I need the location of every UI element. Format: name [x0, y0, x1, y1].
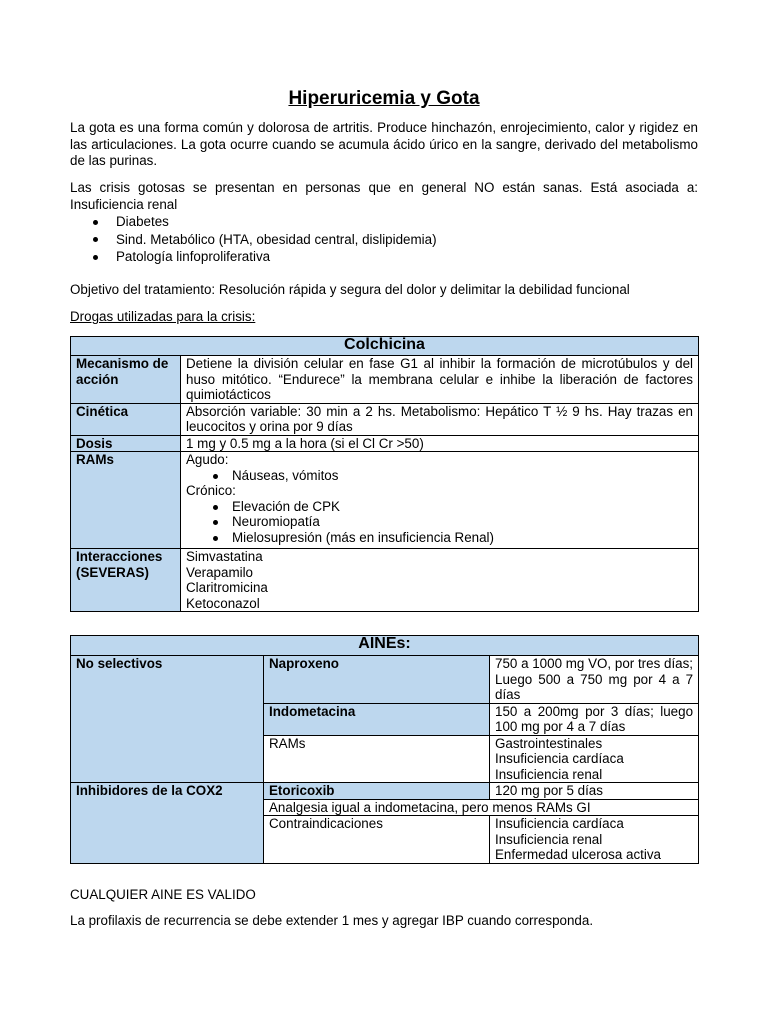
- rams-label: RAMs: [71, 452, 181, 549]
- rams-agudo-label: Agudo:: [186, 452, 229, 467]
- aines-table: [70, 635, 699, 864]
- crisis-paragraph: Las crisis gotosas se presentan en personas que en general NO están sanas. Está asociada a: Insuficiencia renal: [70, 180, 698, 212]
- colchicina-table: [70, 336, 699, 612]
- list-item: Enfermedad ulcerosa activa: [495, 847, 661, 862]
- rams-cell: [181, 452, 699, 549]
- no-selectivos-label: No selectivos: [71, 656, 264, 783]
- page-title: Hiperuricemia y Gota: [288, 88, 480, 109]
- list-item: Simvastatina: [186, 549, 263, 564]
- list-item: Sind. Metabólico (HTA, obesidad central, dislipidemia): [70, 231, 698, 249]
- any-aine-note: CUALQUIER AINE ES VALIDO: [70, 887, 256, 902]
- profilaxis-note: La profilaxis de recurrencia se debe extender 1 mes y agregar IBP cuando corresponda.: [70, 913, 594, 928]
- analgesia-note: Analgesia igual a indometacina, pero menos RAMs GI: [264, 799, 699, 816]
- aines-title: AINEs:: [71, 636, 699, 656]
- indometacina-label: Indometacina: [264, 703, 490, 735]
- drugs-heading: Drogas utilizadas para la crisis:: [70, 309, 256, 324]
- contraindicaciones-label: Contraindicaciones: [264, 816, 490, 864]
- list-item: Gastrointestinales: [495, 735, 603, 751]
- aines-rams-cell: [490, 735, 699, 783]
- list-item: Insuficiencia renal: [495, 831, 603, 847]
- mecanismo-label: Mecanismo de acción: [71, 356, 181, 404]
- list-item: Verapamilo: [186, 564, 253, 580]
- indometacina-dose: 150 a 200mg por 3 días; luego 100 mg por 4 a 7 días: [490, 703, 699, 735]
- cinetica-label: Cinética: [71, 403, 181, 435]
- aines-rams-label: RAMs: [264, 735, 490, 783]
- naproxeno-dose: 750 a 1000 mg VO, por tres días; Luego 500 a 750 mg por 4 a 7 días: [490, 656, 699, 704]
- etoricoxib-label: Etoricoxib: [264, 783, 490, 800]
- objective-paragraph: Objetivo del tratamiento: Resolución rápida y segura del dolor y delimitar la debilidad funcional: [70, 282, 630, 297]
- list-item: Insuficiencia renal: [495, 766, 603, 782]
- contraindicaciones-cell: [490, 816, 699, 864]
- cox2-label: Inhibidores de la COX2: [71, 783, 264, 864]
- list-item: Insuficiencia cardíaca: [495, 751, 624, 766]
- list-item: Claritromicina: [186, 580, 268, 595]
- list-item: Insuficiencia cardíaca: [495, 816, 624, 831]
- interacciones-cell: [181, 549, 699, 612]
- crisis-list: [70, 213, 698, 266]
- list-item: Náuseas, vómitos: [186, 468, 693, 484]
- list-item: Neuromiopatía: [186, 514, 693, 530]
- dosis-text: 1 mg y 0.5 mg a la hora (si el Cl Cr >50): [181, 435, 699, 452]
- naproxeno-label: Naproxeno: [264, 656, 490, 704]
- etoricoxib-dose: 120 mg por 5 días: [490, 783, 699, 800]
- list-item: Mielosupresión (más en insuficiencia Renal): [186, 530, 693, 546]
- dosis-label: Dosis: [71, 435, 181, 452]
- intro-paragraph: La gota es una forma común y dolorosa de artritis. Produce hinchazón, enrojecimiento, calor y rigidez en las articulaciones. La gota ocurre cuando se acumula ácido úrico en la sangre, derivado del metabolismo de las purinas.: [70, 120, 698, 168]
- list-item: Diabetes: [70, 213, 698, 231]
- list-item: Ketoconazol: [186, 595, 260, 611]
- interacciones-label: Interacciones (SEVERAS): [71, 549, 181, 612]
- list-item: Patología linfoproliferativa: [70, 248, 698, 266]
- colchicina-title: Colchicina: [71, 337, 699, 356]
- list-item: Elevación de CPK: [186, 499, 693, 515]
- rams-cronico-label: Crónico:: [186, 483, 236, 498]
- cinetica-text: Absorción variable: 30 min a 2 hs. Metabolismo: Hepático T ½ 9 hs. Hay trazas en leucocitos y orina por 9 días: [181, 403, 699, 435]
- mecanismo-text: Detiene la división celular en fase G1 al inhibir la formación de microtúbulos y del huso mitótico. “Endurece” la membrana celular e inhibe la liberación de factores quimiotácticos: [181, 356, 699, 404]
